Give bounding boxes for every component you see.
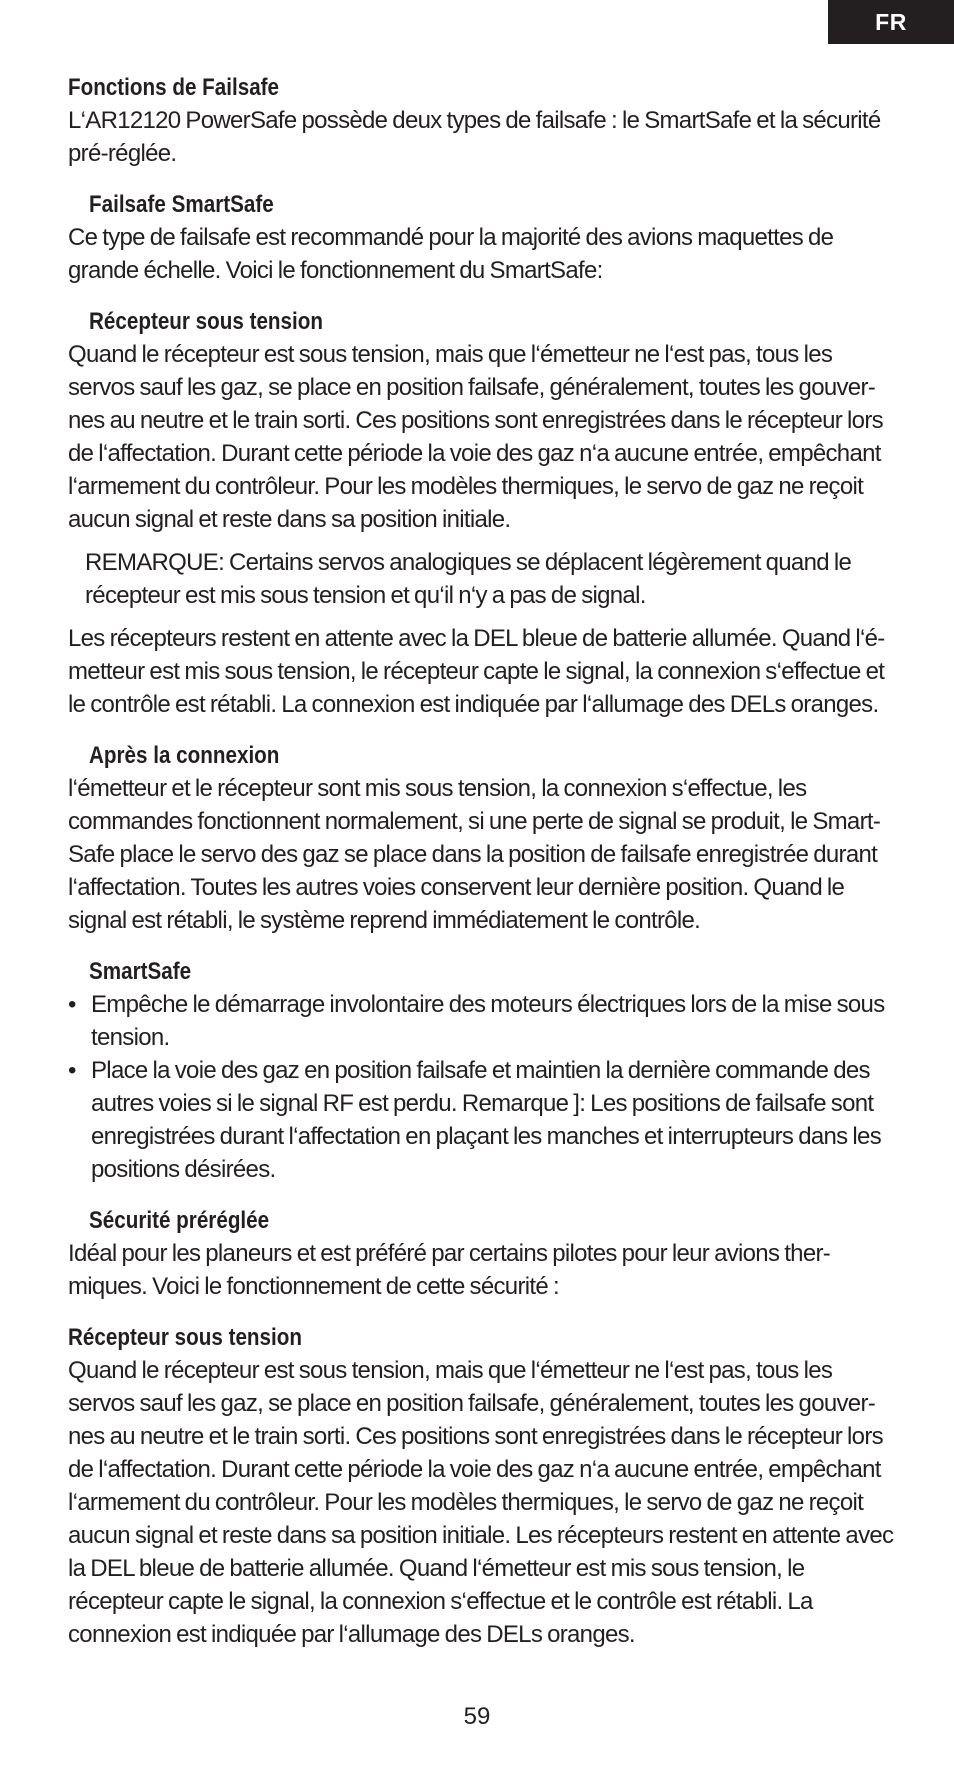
paragraph-recepteur-sous-tension-2: Quand le récepteur est sous tension, mais que l‘émetteur ne l‘est pas, tous les servos sauf les gaz, se place en position failsafe, généralement, toutes les gouver-nes au neutre et le train sorti. Ces positions sont enregistrées dans le récepteur lors de l‘affectation. Durant cette période la voie des gaz n‘a aucune entrée, empêchant l‘armement du contrôleur. Pour les modèles thermiques, le servo de gaz ne reçoit aucun signal et reste dans sa position initiale. Les récepteurs restent en attente avec la DEL bleue de batterie allumée. Quand l‘émetteur est mis sous tension, le récepteur capte le signal, la connexion s‘effectue et le contrôle est rétabli. La connexion est indiquée par l‘allumage des DELs oranges. <box>68 1357 894 1648</box>
paragraph-apres-connexion: l‘émetteur et le récepteur sont mis sous tension, la connexion s‘effectue, les commandes fonctionnent normalement, si une perte de signal se produit, le Smart-Safe place le servo des gaz se place dans la position de failsafe enregistrée durant l‘affectation. Toutes les autres voies conservent leur dernière position. Quand le signal est rétabli, le système reprend immédiatement le contrôle. <box>68 775 881 934</box>
page-content <box>68 71 894 1651</box>
heading-securite-prereglee: Sécurité préréglée <box>89 1207 270 1234</box>
paragraph-recepteur-sous-tension: Quand le récepteur est sous tension, mais que l‘émetteur ne l‘est pas, tous les servos sauf les gaz, se place en position failsafe, généralement, toutes les gouver-nes au neutre et le train sorti. Ces positions sont enregistrées dans le récepteur lors de l‘affectation. Durant cette période la voie des gaz n‘a aucune entrée, empêchant l‘armement du contrôleur. Pour les modèles thermiques, le servo de gaz ne reçoit aucun signal et reste dans sa position initiale. <box>68 341 883 533</box>
bullet-glyph: • <box>68 991 76 1018</box>
list-item <box>68 988 894 1054</box>
heading-smartsafe: SmartSafe <box>89 958 192 985</box>
page-number: 59 <box>463 1703 491 1730</box>
heading-failsafe-smartsafe: Failsafe SmartSafe <box>89 191 274 218</box>
list-item-text: Place la voie des gaz en position failsafe et maintien la dernière commande des autres voies si le signal RF est perdu. Remarque ]: Les positions de failsafe sont enregistrées durant l‘affectation en plaçant les manches et interrupteurs dans les positions désirées. <box>91 1057 881 1183</box>
paragraph-smartsafe-intro: Ce type de failsafe est recommandé pour la majorité des avions maquettes de grande échelle. Voici le fonctionnement du SmartSafe: <box>68 224 834 284</box>
paragraph-securite-prereglee: Idéal pour les planeurs et est préféré par certains pilotes pour leur avions ther-miques. Voici le fonctionnement de cette sécurité : <box>68 1240 831 1300</box>
paragraph-remarque: REMARQUE: Certains servos analogiques se déplacent légèrement quand le récepteur est mis sous tension et qu‘il n‘y a pas de signal. <box>85 549 852 609</box>
heading-fonctions-failsafe: Fonctions de Failsafe <box>68 74 280 101</box>
paragraph-intro: L‘AR12120 PowerSafe possède deux types de failsafe : le SmartSafe et la sécurité pré-réglée. <box>68 107 881 167</box>
language-tab: FR <box>828 0 954 44</box>
list-item-text: Empêche le démarrage involontaire des moteurs électriques lors de la mise sous tension. <box>91 991 885 1051</box>
bullet-glyph: • <box>68 1057 76 1084</box>
paragraph-attente-del: Les récepteurs restent en attente avec la DEL bleue de batterie allumée. Quand l‘é-metteur est mis sous tension, le récepteur capte le signal, la connexion s‘effectue et le contrôle est rétabli. La connexion est indiquée par l‘allumage des DELs oranges. <box>68 625 885 718</box>
heading-apres-connexion: Après la connexion <box>89 742 280 769</box>
list-item <box>68 1054 894 1186</box>
heading-recepteur-sous-tension-2: Récepteur sous tension <box>68 1324 302 1351</box>
smartsafe-bullet-list <box>68 988 894 1186</box>
heading-recepteur-sous-tension: Récepteur sous tension <box>89 308 323 335</box>
